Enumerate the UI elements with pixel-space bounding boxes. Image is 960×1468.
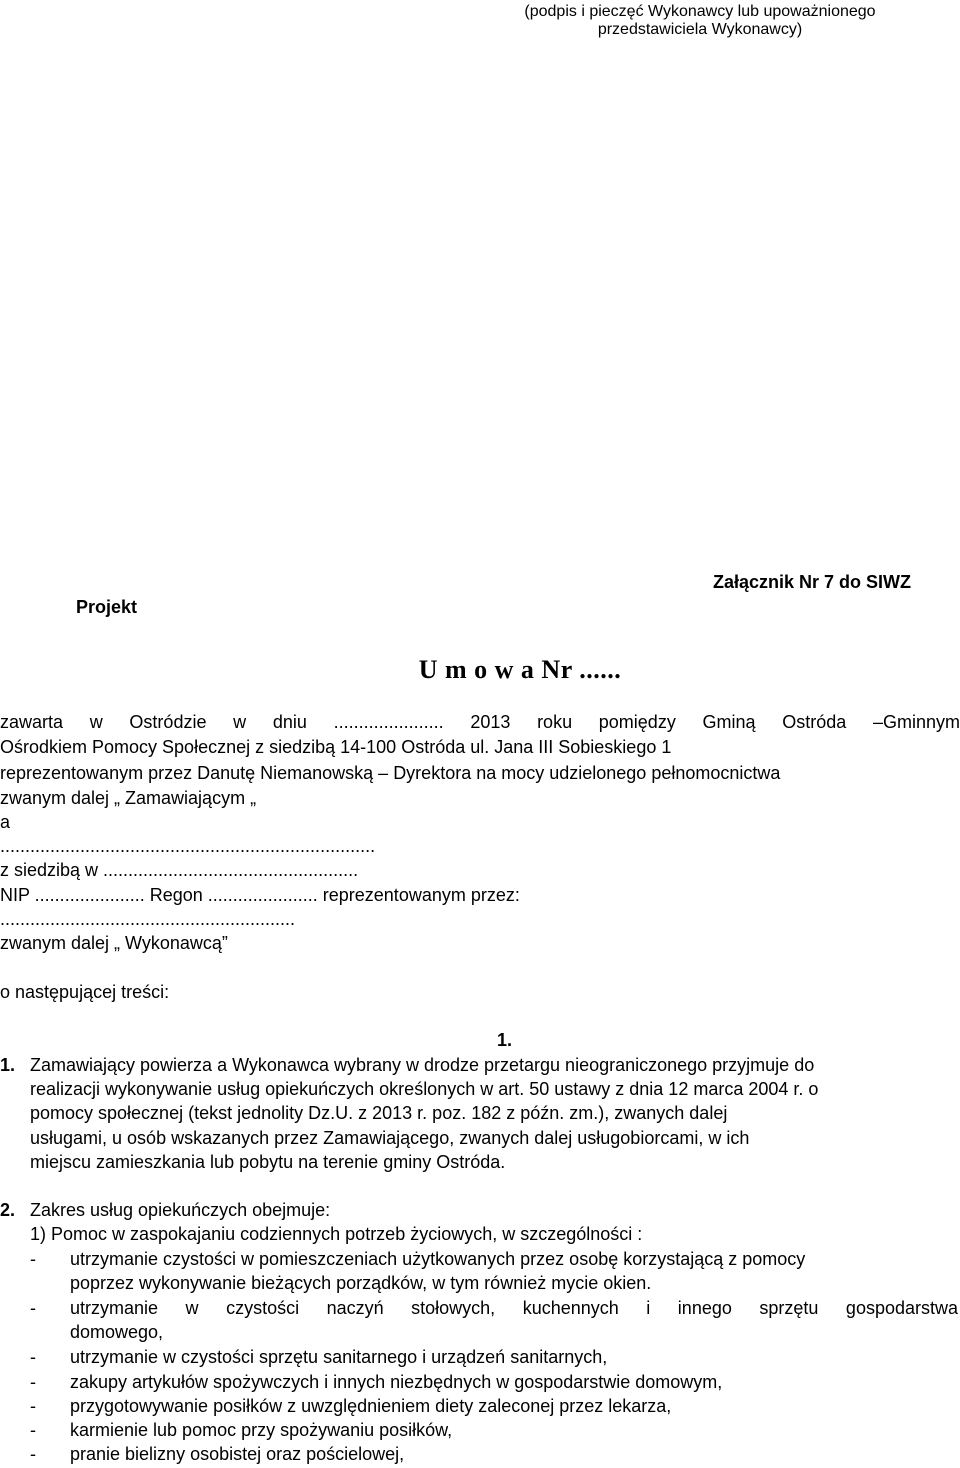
- signature-note-line2: przedstawiciela Wykonawcy): [597, 21, 803, 38]
- point-1-number: 1.: [0, 1055, 16, 1075]
- bullet-dash: -: [30, 1396, 36, 1416]
- bullet-dash: -: [30, 1372, 36, 1392]
- point-2-line-1: Zakres usług opiekuńczych obejmuje:: [30, 1200, 331, 1220]
- parties-line-8: NIP ...................... Regon ...................... reprezentowanym przez:: [0, 885, 520, 905]
- parties-line-5: a: [0, 812, 11, 832]
- parties-line-9: ...........................................................: [0, 909, 296, 929]
- point-2-number: 2.: [0, 1200, 16, 1220]
- bullet-2-line-1: utrzymanie w czystości naczyń stołowych, kuchennych i innego sprzętu gospodarstwa: [70, 1298, 958, 1318]
- point-1-line-4: usługami, u osób wskazanych przez Zamawiającego, zwanych dalej usługobiorcami, w ich: [30, 1128, 750, 1148]
- attachment-label: Załącznik Nr 7 do SIWZ: [713, 572, 912, 592]
- point-1-line-3: pomocy społecznej (tekst jednolity Dz.U. z 2013 r. poz. 182 z późn. zm.), zwanych dalej: [30, 1103, 728, 1123]
- parties-line-6: ...........................................................................: [0, 836, 376, 856]
- project-label: Projekt: [76, 597, 138, 617]
- bullet-7: pranie bielizny osobistej oraz pościelowej,: [70, 1444, 405, 1464]
- signature-note-line1: (podpis i pieczęć Wykonawcy lub upoważnionego: [524, 3, 876, 20]
- bullet-dash: -: [30, 1298, 36, 1318]
- section-number: 1.: [497, 1030, 513, 1050]
- bullet-dash: -: [30, 1444, 36, 1464]
- point-1-line-1: Zamawiający powierza a Wykonawca wybrany w drodze przetargu nieograniczonego przyjmuje do: [30, 1055, 815, 1075]
- bullet-2-line-2: domowego,: [70, 1322, 164, 1342]
- parties-line-10: zwanym dalej „ Wykonawcą”: [0, 933, 228, 953]
- parties-line-11: o następującej treści:: [0, 982, 170, 1002]
- parties-line-3: reprezentowanym przez Danutę Niemanowską – Dyrektora na mocy udzielonego pełnomocnictwa: [0, 763, 781, 783]
- bullet-6: karmienie lub pomoc przy spożywaniu posiłków,: [70, 1420, 453, 1440]
- point-1-line-2: realizacji wykonywanie usług opiekuńczych określonych w art. 50 ustawy z dnia 12 marca 2004 r. o: [30, 1079, 819, 1099]
- point-1-line-5: miejscu zamieszkania lub pobytu na terenie gminy Ostróda.: [30, 1152, 506, 1172]
- bullet-dash: -: [30, 1249, 36, 1269]
- bullet-4: zakupy artykułów spożywczych i innych niezbędnych w gospodarstwie domowym,: [70, 1372, 723, 1392]
- bullet-3: utrzymanie w czystości sprzętu sanitarnego i urządzeń sanitarnych,: [70, 1347, 608, 1367]
- point-2-line-2: 1) Pomoc w zaspokajaniu codziennych potrzeb życiowych, w szczególności :: [30, 1224, 643, 1244]
- document-title: U m o w a Nr ......: [418, 655, 622, 684]
- parties-line-7: z siedzibą w ...................................................: [0, 860, 359, 880]
- bullet-5: przygotowywanie posiłków z uwzględnieniem diety zaleconej przez lekarza,: [70, 1396, 672, 1416]
- bullet-1-line-1: utrzymanie czystości w pomieszczeniach użytkowanych przez osobę korzystającą z pomocy: [70, 1249, 806, 1269]
- bullet-dash: -: [30, 1420, 36, 1440]
- parties-line-2: Ośrodkiem Pomocy Społecznej z siedzibą 14-100 Ostróda ul. Jana III Sobieskiego 1: [0, 737, 672, 757]
- parties-line-1: zawarta w Ostródzie w dniu ...................... 2013 roku pomiędzy Gminą Ostróda –Gminnym: [0, 712, 960, 732]
- bullet-1-line-2: poprzez wykonywanie bieżących porządków, w tym również mycie okien.: [70, 1273, 652, 1293]
- bullet-dash: -: [30, 1347, 36, 1367]
- parties-line-4: zwanym dalej „ Zamawiającym „: [0, 788, 257, 808]
